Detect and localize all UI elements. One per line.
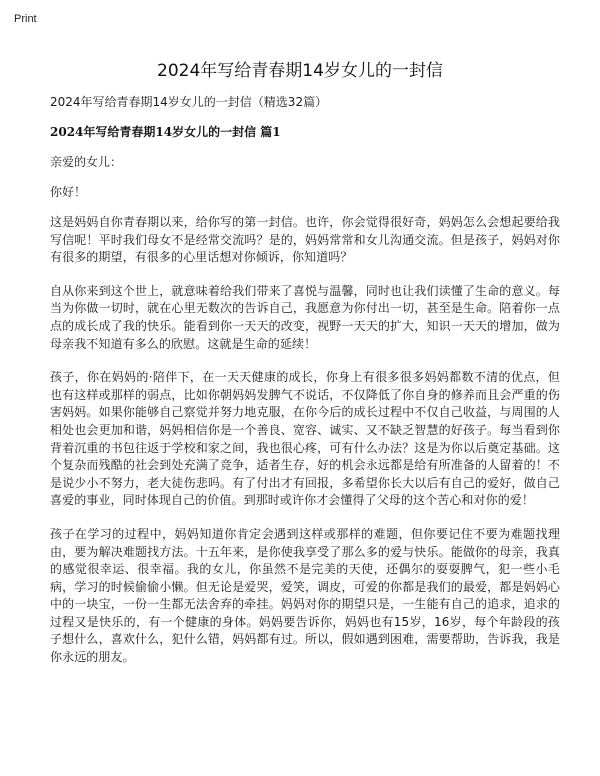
letter-greeting: 你好！ xyxy=(50,185,87,199)
document-title: 2024年写给青春期14岁女儿的一封信 xyxy=(157,61,443,81)
document-body xyxy=(50,94,560,683)
letter-paragraph: 孩子，你在妈妈的·陪伴下，在一天天健康的成长，你身上有很多很多妈妈都数不清的优点，但也有这样或那样的弱点，比如你朝妈妈发脾气不说话，不仅降低了你自身的修养而且会严重的伤害妈妈。如果你能够自己察觉并努力地克服，在你今后的成长过程中不仅自己收益，与周围的人相处也会更加和谐，妈妈相信你是一个善良、宽容、诚实、又不缺乏智慧的好孩子。每当看到你背着沉重的书包往返于学校和家之间，我也很心疼，可有什么办法？这是为你以后奠定基础。这个复杂而残酷的社会到处充满了竞争，适者生存，好的机会永远都是给有所准备的人留着的！不是说少小不努力，老大徒伤悲吗。有了付出才有回报，多希望你长大以后有自己的爱好，做自己喜爱的事业，同时体现自己的价值。到那时或许你才会懂得了父母的这个苦心和对你的爱！ xyxy=(50,370,560,508)
document-subtitle: 2024年写给青春期14岁女儿的一封信（精选32篇） xyxy=(50,95,328,109)
print-link[interactable]: Print xyxy=(14,13,37,25)
letter-salutation: 亲爱的女儿： xyxy=(50,155,123,169)
letter-paragraph: 孩子在学习的过程中，妈妈知道你肯定会遇到这样或那样的难题，但你要记住不要为难题找理由，要为解决难题找方法。十五年来，是你使我享受了那么多的爱与快乐。能做你的母亲，我真的感觉很幸运、很幸福。我的女儿，你虽然不是完美的天使，还偶尔的耍耍脾气，犯一些小毛病，学习的时候偷偷小懒。但无论是爱哭，爱笑，调皮，可爱的你都是我们的最爱，都是妈妈心中的一块宝，一份一生都无法舍弃的牵挂。妈妈对你的期望只是，一生能有自己的追求，追求的过程又是快乐的，有一个健康的身体。妈妈要告诉你，妈妈也有15岁，16岁，每个年龄段的孩子想什么，喜欢什么，犯什么错，妈妈都有过。所以，假如遇到困难，需要帮助，告诉我，我是你永远的朋友。 xyxy=(50,526,560,665)
letter-paragraph: 自从你来到这个世上，就意味着给我们带来了喜悦与温馨，同时也让我们读懂了生命的意义。每当为你做一切时，就在心里无数次的告诉自己，我愿意为你付出一切，甚至是生命。陪着你一点点的成长成了我的快乐。能看到你一天天的改变，视野一天天的扩大，知识一天天的增加，做为母亲我不知道有多么的欣慰。这就是生命的延续！ xyxy=(50,283,560,351)
letter-paragraph: 这是妈妈自你青春期以来，给你写的第一封信。也许，你会觉得很好奇，妈妈怎么会想起要给我写信呢！平时我们母女不是经常交流吗？是的，妈妈常常和女儿沟通交流。但是孩子，妈妈对你有很多的期望，有很多的心里话想对你倾诉，你知道吗？ xyxy=(50,215,560,265)
section-heading: 2024年写给青春期14岁女儿的一封信 篇1 xyxy=(50,125,281,139)
